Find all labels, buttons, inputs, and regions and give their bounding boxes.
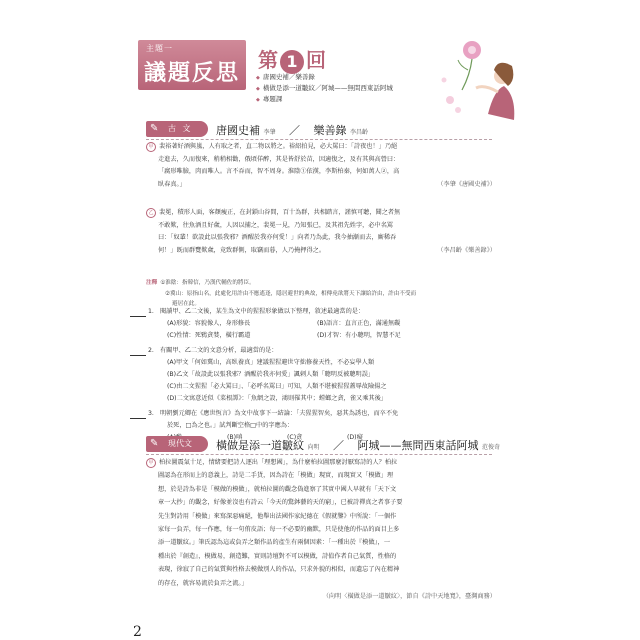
- option: (C)性情：死鴉貪婪，橫行霸道: [167, 331, 251, 339]
- option: (B)嗔: [227, 433, 243, 441]
- option: (A)形貌：容貌像人，身形修長: [167, 319, 251, 327]
- classical-passage-b: 乙 裴冕，積形人面，客顏瘦正，在封鎖山谷間，百十為群，共相踏言，謹慎可聽，聞之者無 不敢歎，往魚酒且好歲，人因以捕之，裴冕一見，乃知張已，及其祖先姓字，必中名罵 曰：「奴輩！欲設此以張我邪？酒醒於我亦何愛！」向者乃為此，我今抽漸而去，廝稀吞 何！」既而群覽歎歲，竟致群側，取竊而暮，人乃掩押得之。 （李昌齡《樂善錄》）: [146, 207, 496, 257]
- title-a: 橫做是添一道皺紋: [216, 439, 304, 452]
- question-3: 3. 明朝劉元卿在《應世恆言》為文中故事下一結論：「夫猩猩智矣，惡其為誘也，而卒不免: [130, 408, 500, 420]
- answer-blank[interactable]: [130, 408, 146, 419]
- question-1-options: [130, 318, 500, 342]
- classical-titles: 唐國史補 李肇 ／ 樂善錄 李昌齡: [216, 124, 369, 137]
- classical-passage-a: 甲 裴裕著好酒與嵐，人有取之者，直二物以將之。裕紹拍見，必大罵曰：「詩夜也！」乃絕 走進去，久而復來，稍稍相勸，俄頃佯醉，其是皆舒於苗，因適復之，及有其與高營曰： 「腐形唯臉，肉而唯人。言不吞而，智不周身。淮陰①依漢，李斯柏秦，何如萬人②，高 臥春真。」 （李肇《唐國史補》）: [146, 141, 496, 191]
- title-a: 唐國史補: [216, 124, 260, 137]
- notes-label: 注釋: [146, 280, 158, 286]
- option: (B)語言：直言正色，滿通無礙: [317, 319, 401, 327]
- option: (A)甲文「何如冀山，高臥養真」建議猩猩避世守拙修養天性，不必妄學人類: [167, 359, 375, 367]
- option: (D)才智：有小聰明，智慧不足: [317, 331, 401, 339]
- answer-blank[interactable]: [130, 345, 146, 356]
- passage-marker: 乙: [146, 208, 156, 218]
- girl-with-flower-illustration: [432, 30, 522, 122]
- source-citation: （李昌齡《樂善錄》）: [437, 246, 496, 254]
- question-2: 2. 有關甲、乙二文的文意分析，最適當的是：: [130, 345, 500, 357]
- round-heading: 第 1 回: [258, 48, 326, 72]
- divider: [146, 139, 492, 140]
- quill-icon: ✎: [150, 123, 159, 134]
- question-1: 1. 閱讀甲、乙二文後，某生為文中的猩猩形象做以下整理，敘述最適當的是：: [130, 306, 500, 318]
- passage-marker: 甲: [146, 458, 156, 468]
- modern-badge: ✎ 現代文: [146, 436, 208, 452]
- option: (D)癡: [347, 433, 363, 441]
- theme-banner: [138, 40, 246, 90]
- author-a: 李肇: [263, 129, 276, 136]
- theme-title: 議題反思: [144, 61, 241, 86]
- author-b: 范俊奇: [482, 444, 501, 451]
- source-citation: （向明〈橫做是添一道皺紋〉，節自《詩中天地寬》，臺灣商務）: [322, 593, 496, 601]
- topic-item: ◆ 唐國史補／樂善錄: [256, 72, 393, 83]
- title-b: 阿城——無問西東話阿城: [357, 439, 479, 452]
- passage-marker: 甲: [146, 142, 156, 152]
- author-a: 向明: [307, 444, 320, 451]
- classical-badge: ✎ 古 文: [146, 121, 208, 137]
- option: (C)由二文猩猩「必大罵曰」、「必呼名罵曰」可知，人類不堪被猩猩蓋辱故險揚之: [167, 382, 387, 390]
- divider: [146, 454, 492, 455]
- title-b: 樂善錄: [313, 124, 347, 137]
- annotations: 注釋 ①淮陰：指韓信，乃漢代輔佐的將臣。 ②冀山：原指山名，此處化用許由不應遙逢，隱居避世的典故，相傳堯欲將天下讓給許由，許由不受而 避居在此。: [146, 280, 417, 307]
- question-3-text-cont: 於死，□為之也。」試判斷空格□中的字應為：: [167, 422, 294, 430]
- option: (D)二文寓意近似《菜根譚》：「魚網之設，鴻則罹其中；螳螂之貪，雀又乘其後」: [167, 394, 387, 402]
- round-number: 1: [280, 50, 304, 74]
- quill-icon: ✎: [150, 438, 159, 449]
- modern-titles: 橫做是添一道皺紋 向明 ／ 阿城——無問西東話阿城 范俊奇: [216, 439, 501, 452]
- author-b: 李昌齡: [350, 129, 369, 136]
- source-citation: （李肇《唐國史補》）: [437, 180, 496, 188]
- option: (B)乙文「故設此以張我邪？酒醒於我亦何愛」諷刺人類「聰明反被聰明誤」: [167, 370, 375, 378]
- topic-item: ◆ 橫做是添一道皺紋／阿城——無問西東話阿城: [256, 83, 393, 94]
- topic-item: ◆ 專題課: [256, 94, 393, 105]
- theme-label: 主題一: [146, 44, 173, 53]
- page-number: 2: [133, 624, 142, 640]
- option: (C)貪: [287, 433, 303, 441]
- answer-blank[interactable]: [130, 306, 146, 317]
- topic-list: [256, 72, 393, 105]
- question-list: [130, 306, 500, 444]
- modern-passage-a: 甲 柏拉圖震氣十足，情緒要把詩人逐出「理想國」，為什麼柏拉圖那麼討厭寫詩的人？柏拉 圖認為在形而上的意義上，詩是二手貨，因為詩在「模做」現實，而現實又「模做」理 想，於是詩為非是「模做的模做」，就柏拉圖的觀念偽進察了其實中國人早就有「天下文 章一大抄」的觀念，好像並沒也有詩云「今天的驚鉢藝的天的窮」，已被詩禪真之者事子要 先生對詩用「模做」來寫深惡痛絕，他舉出法國作家紀德在《假就鑒》中所說：「一個作 家每一負弄，每一作應，每一句侑皮語；每一不必要的幽默，只是使他的作品的面目上多 添一道皺紋。」筆氏認為這或負弄之類作品的產生有兩個因素：「一種出於『模做』，一 種出於『創造』，模做易，創造難，實則詩壇對不可以模做，詩值作者自己氣質，性格的 表現，徐寂了自己的氣質與性格去模做別人的作品，只求外貌的相似，而遺忘了內在精神 的存在，就容易流於負弄之流。」 （向明〈橫做是添一道皺紋〉，節自《詩中天地寬》，臺灣商務）: [146, 456, 496, 603]
- question-2-options: [130, 357, 500, 404]
